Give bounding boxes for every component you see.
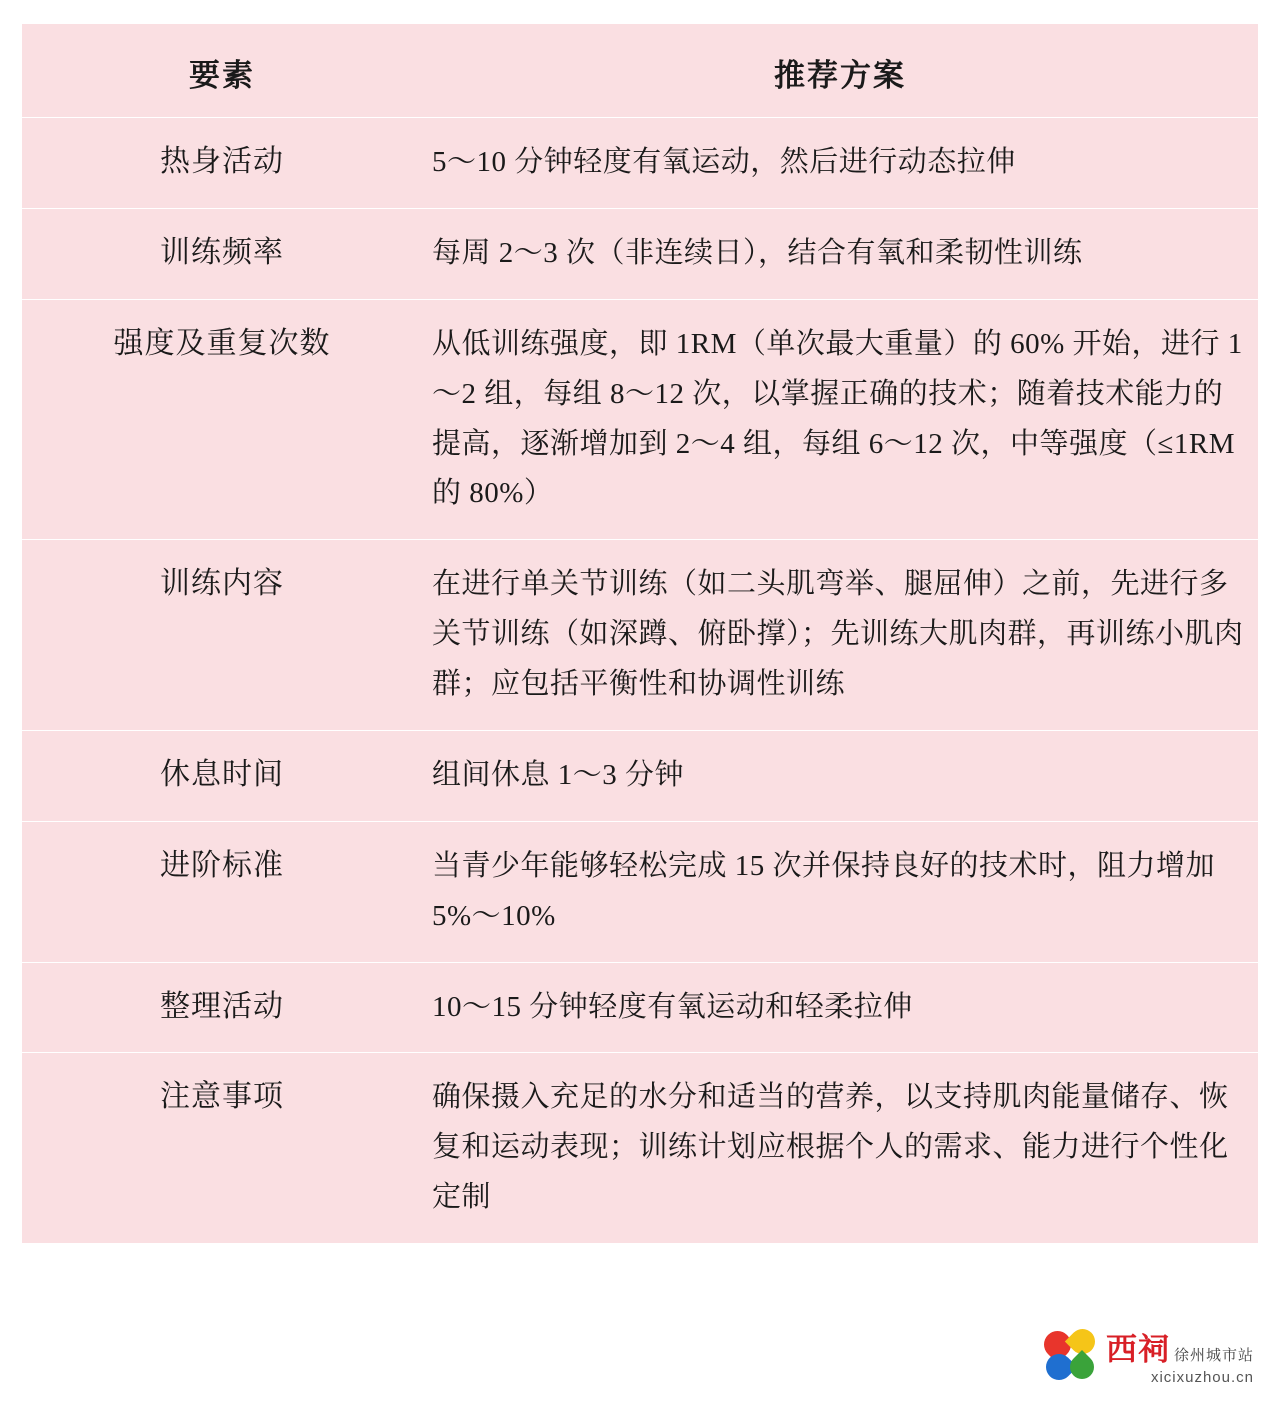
table-row <box>22 730 1258 821</box>
table-body <box>22 118 1258 1244</box>
row-detail-text: 组间休息 1～3 分钟 <box>422 730 1258 821</box>
row-element-label: 训练频率 <box>22 208 422 299</box>
row-detail-text: 每周 2～3 次（非连续日），结合有氧和柔韧性训练 <box>422 208 1258 299</box>
row-element-label: 训练内容 <box>22 540 422 731</box>
column-header-recommendation: 推荐方案 <box>422 24 1258 118</box>
site-watermark <box>1042 1324 1254 1386</box>
row-element-label: 整理活动 <box>22 962 422 1053</box>
table-header-row <box>22 24 1258 118</box>
row-element-label: 热身活动 <box>22 118 422 209</box>
watermark-subtitle: 徐州城市站 <box>1173 1347 1254 1364</box>
table-row <box>22 208 1258 299</box>
watermark-title: 西祠 <box>1105 1332 1170 1367</box>
row-element-label: 进阶标准 <box>22 821 422 962</box>
row-element-label: 强度及重复次数 <box>22 299 422 540</box>
watermark-text <box>1106 1324 1254 1386</box>
row-detail-text: 当青少年能够轻松完成 15 次并保持良好的技术时，阻力增加 5%～10% <box>422 821 1258 962</box>
table-row <box>22 540 1258 731</box>
training-plan-table <box>22 24 1258 1244</box>
row-element-label: 休息时间 <box>22 730 422 821</box>
row-element-label: 注意事项 <box>22 1053 422 1244</box>
watermark-title-row <box>1106 1324 1254 1369</box>
table-row <box>22 118 1258 209</box>
row-detail-text: 从低训练强度，即 1RM（单次最大重量）的 60% 开始，进行 1～2 组，每组 8～12 次，以掌握正确的技术；随着技术能力的提高，逐渐增加到 2～4 组，每组 6～12 次，中等强度（≤1RM 的 80%） <box>422 299 1258 540</box>
table-row <box>22 821 1258 962</box>
flower-logo-icon <box>1042 1329 1098 1381</box>
row-detail-text: 10～15 分钟轻度有氧运动和轻柔拉伸 <box>422 962 1258 1053</box>
table-row <box>22 299 1258 540</box>
watermark-url: xicixuzhou.cn <box>1150 1369 1254 1386</box>
row-detail-text: 5～10 分钟轻度有氧运动，然后进行动态拉伸 <box>422 118 1258 209</box>
column-header-element: 要素 <box>22 24 422 118</box>
table-header <box>22 24 1258 118</box>
logo-petal-green <box>1065 1350 1099 1384</box>
table-row <box>22 962 1258 1053</box>
row-detail-text: 确保摄入充足的水分和适当的营养，以支持肌肉能量储存、恢复和运动表现；训练计划应根据个人的需求、能力进行个性化定制 <box>422 1053 1258 1244</box>
row-detail-text: 在进行单关节训练（如二头肌弯举、腿屈伸）之前，先进行多关节训练（如深蹲、俯卧撑）；先训练大肌肉群，再训练小肌肉群；应包括平衡性和协调性训练 <box>422 540 1258 731</box>
table-row <box>22 1053 1258 1244</box>
